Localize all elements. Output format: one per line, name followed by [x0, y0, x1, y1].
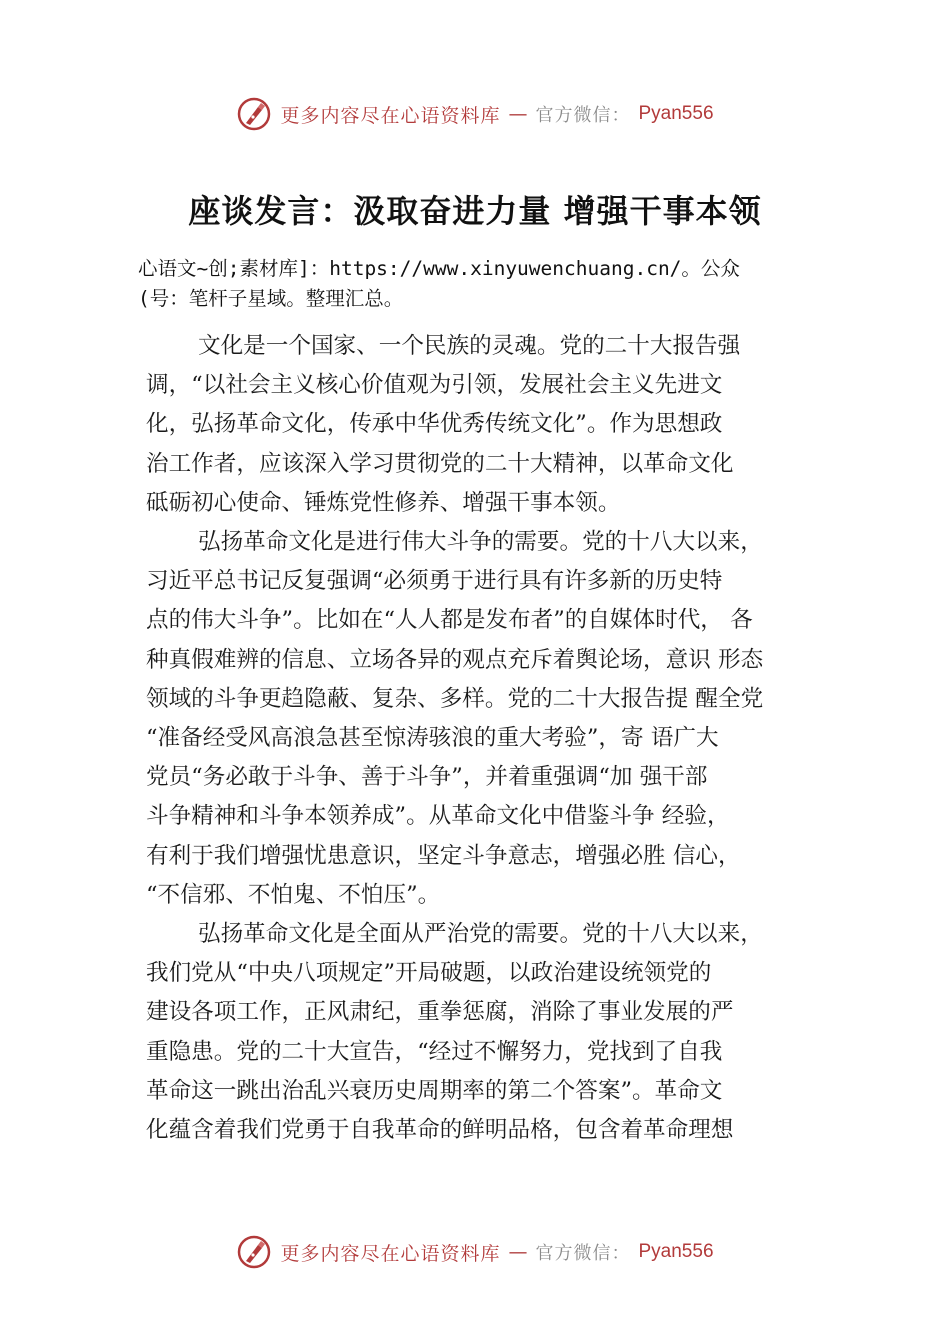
banner-wechat-id: Pyan556 [638, 1241, 714, 1262]
text-line: 领域的斗争更趋隐蔽、复杂、多样。党的二十大报告提 醒全党 [146, 685, 764, 712]
text-line: 有利于我们增强忧患意识，坚定斗争意志，增强必胜 信心， [146, 842, 741, 869]
paragraph-1 [146, 327, 834, 523]
source-note [138, 254, 853, 314]
banner-text: 更多内容尽在心语资料库 [280, 1242, 501, 1265]
text-line: 化蕴含着我们党勇于自我革命的鲜明品格，包含着革命理想 [146, 1117, 734, 1144]
text-line: 我们党从“中央八项规定”开局破题，以政治建设统领党的 [146, 960, 712, 987]
text-line: 点的伟大斗争”。比如在“人人都是发布者”的自媒体时代， 各 [146, 607, 753, 634]
text-line: 党员“务必敢于斗争、善于斗争”，并着重强调“加 强干部 [146, 764, 708, 791]
banner-separator: — [508, 1241, 528, 1263]
text-line: 斗争精神和斗争本领养成”。从革命文化中借鉴斗争 经验， [146, 803, 730, 830]
banner-text: 更多内容尽在心语资料库 [280, 104, 501, 127]
source-line: 心语文~创;素材库]：https://www.xinyuwenchuang.cn/。公众 [138, 257, 740, 280]
pen-nib-logo-icon [236, 1234, 272, 1270]
text-line: 习近平总书记反复强调“必须勇于进行具有许多新的历史特 [146, 568, 723, 595]
document-body [146, 327, 834, 1150]
source-line: (号：笔杆子星域。整理汇总。 [138, 287, 404, 310]
text-line: “不信邪、不怕鬼、不怕压”。 [146, 881, 441, 908]
paragraph-2 [146, 523, 834, 915]
text-line: 革命这一跳出治乱兴衰历史周期率的第二个答案”。革命文 [146, 1077, 723, 1104]
text-line: 弘扬革命文化是进行伟大斗争的需要。党的十八大以来， [198, 529, 763, 556]
text-line: 砥砺初心使命、锤炼党性修养、增强干事本领。 [146, 489, 621, 516]
banner-wechat-label: 官方微信： [535, 1243, 631, 1264]
text-line: 重隐患。党的二十大宣告，“经过不懈努力，党找到了自我 [146, 1038, 723, 1065]
text-line: 弘扬革命文化是全面从严治党的需要。党的十八大以来， [198, 921, 763, 948]
pen-nib-logo-icon [236, 96, 272, 132]
text-line: 建设各项工作，正风肃纪，重拳惩腐，消除了事业发展的严 [146, 999, 734, 1026]
paragraph-3 [146, 915, 834, 1150]
banner-separator: — [508, 103, 528, 125]
text-line: 治工作者，应该深入学习贯彻党的二十大精神，以革命文化 [146, 450, 734, 477]
banner-wechat-label: 官方微信： [535, 105, 631, 126]
header-banner [0, 94, 950, 134]
footer-banner [0, 1232, 950, 1272]
banner-wechat-id: Pyan556 [638, 103, 714, 124]
document-title: 座谈发言：汲取奋进力量 增强干事本领 [188, 192, 762, 230]
text-line: 调，“以社会主义核心价值观为引领，发展社会主义先进文 [146, 372, 723, 399]
text-line: 文化是一个国家、一个民族的灵魂。党的二十大报告强 [198, 333, 741, 359]
text-line: 化，弘扬革命文化，传承中华优秀传统文化”。作为思想政 [146, 411, 723, 438]
text-line: 种真假难辨的信息、立场各异的观点充斥着舆论场，意识 形态 [146, 646, 764, 673]
text-line: “准备经受风高浪急甚至惊涛骇浪的重大考验”，寄 语广大 [146, 725, 719, 752]
